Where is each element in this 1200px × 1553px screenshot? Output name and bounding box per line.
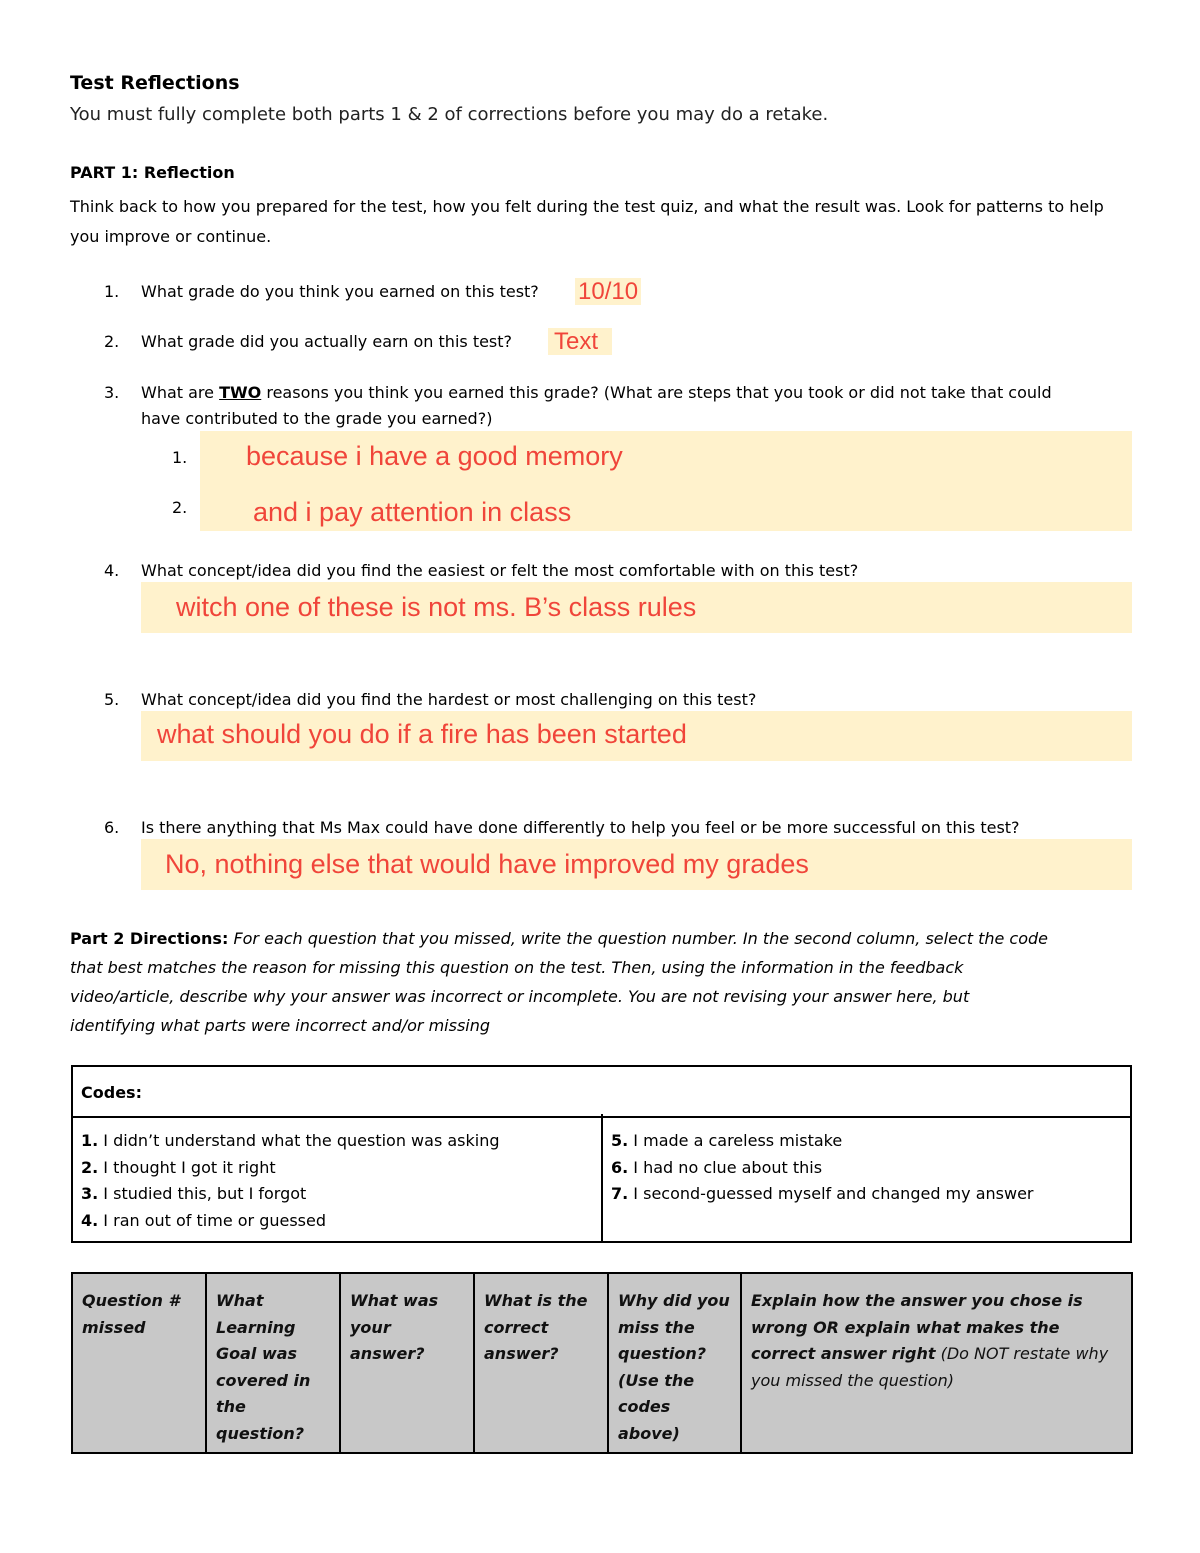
col-correct-answer: What is the correct answer? [475,1274,609,1452]
q3-reason1-field[interactable]: because i have a good memory [246,441,623,471]
code-item: 3. I studied this, but I forgot [81,1184,307,1203]
col-learning-goal: What Learning Goal was covered in the question? [207,1274,341,1452]
codes-table [71,1065,1132,1243]
part2-directions: Part 2 Directions: For each question that you missed, write the question number. In the second column, select the code that best matches the reason for missing this question on the test. Then, using the information in the feedback video/article, describe why your answer was incorrect or incomplete. You are not revising your answer here, but identifying what parts were incorrect and/or missing [70,929,1048,1035]
q5-text: What concept/idea did you find the hardest or most challenging on this test? [141,690,757,709]
code-item: 4. I ran out of time or guessed [81,1210,327,1230]
codes-left-column [81,1118,601,1241]
q1-number: 1. [104,282,120,301]
q3-sub2-number: 2. [172,498,188,517]
codes-divider [601,1114,603,1241]
code-item: 1. I didn’t understand what the question was asking [81,1131,500,1150]
q6-text: Is there anything that Ms Max could have done differently to help you feel or be more successful on this test? [141,818,1020,837]
corrections-table [71,1272,1133,1454]
q3-text-line2: have contributed to the grade you earned?) [141,409,493,428]
q4-answer-field[interactable]: witch one of these is not ms. B’s class rules [176,592,697,622]
code-item: 6. I had no clue about this [611,1157,823,1177]
q6-answer-field[interactable]: No, nothing else that would have improved my grades [165,849,809,879]
code-item: 5. I made a careless mistake [611,1131,843,1150]
page-subtitle: You must fully complete both parts 1 & 2 of corrections before you may do a retake. [70,104,829,125]
q5-number: 5. [104,690,120,709]
col-question-missed: Question # missed [73,1274,207,1452]
code-item: 2. I thought I got it right [81,1157,276,1177]
q2-text: What grade did you actually earn on this test? [141,332,513,351]
page-title: Test Reflections [70,72,240,94]
q1-text: What grade do you think you earned on this test? [141,282,539,301]
part1-intro: Think back to how you prepared for the test, how you felt during the test quiz, and what the result was. Look for patterns to help you improve or continue. [70,197,1104,246]
code-item: 7. I second-guessed myself and changed my answer [611,1184,1034,1203]
q4-number: 4. [104,561,120,580]
q5-answer-field[interactable]: what should you do if a fire has been started [157,719,687,749]
codes-header: Codes: [73,1067,1130,1118]
codes-right-column [611,1118,1121,1241]
col-your-answer: What was your answer? [341,1274,475,1452]
part2-label: Part 2 Directions: [70,929,229,948]
q3-reason2-field[interactable]: and i pay attention in class [253,497,572,527]
q6-number: 6. [104,818,120,837]
part1-heading: PART 1: Reflection [70,163,235,182]
q3-sub1-number: 1. [172,448,188,467]
q3-number: 3. [104,383,120,402]
col-why-missed: Why did you miss the question? (Use the codes above) [609,1274,742,1452]
q3-text: What are TWO reasons you think you earned this grade? (What are steps that you took or did not take that could [141,383,1052,402]
q3-two-emphasis: TWO [219,383,262,402]
q1-answer-field[interactable]: 10/10 [575,278,641,305]
q2-answer-field[interactable]: Text [548,328,612,355]
col-explain: Explain how the answer you chose is wrong OR explain what makes the correct answer right (Do NOT restate why you missed the question) [751,1291,1109,1390]
q4-text: What concept/idea did you find the easiest or felt the most comfortable with on this test? [141,561,859,580]
q2-number: 2. [104,332,120,351]
